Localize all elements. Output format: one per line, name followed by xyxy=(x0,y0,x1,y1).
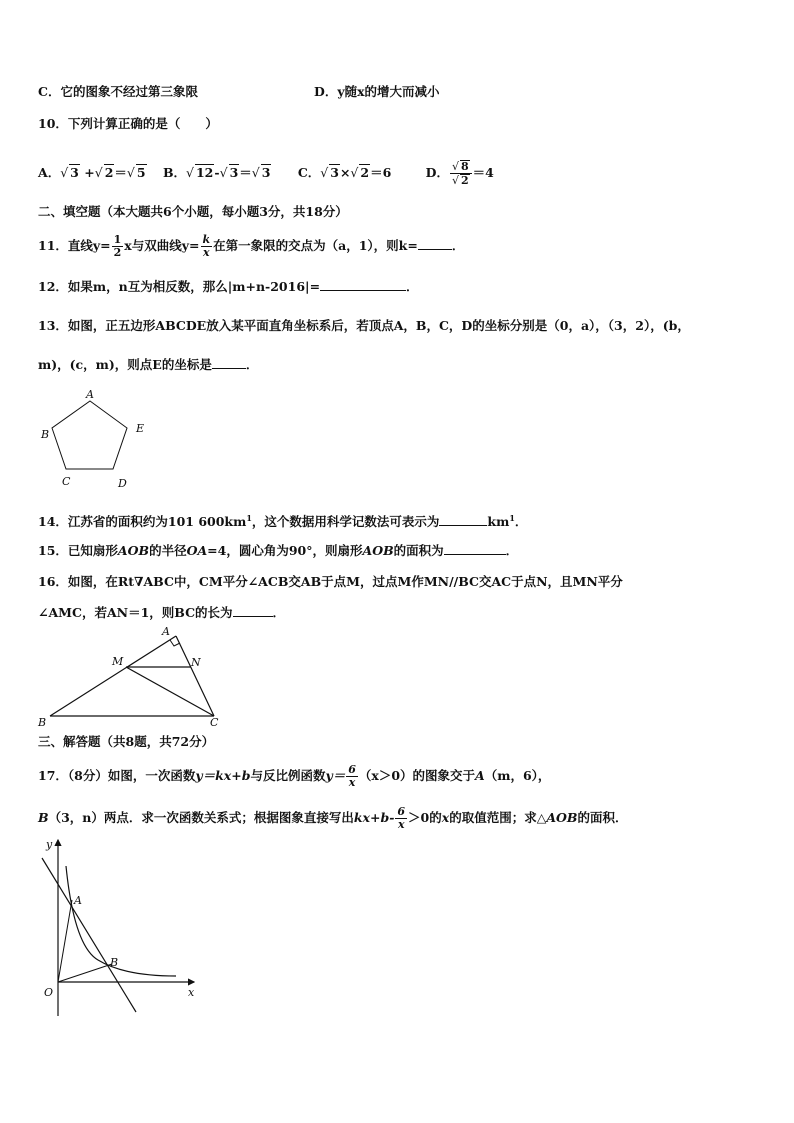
q14-unit: km xyxy=(487,514,510,530)
q16-answer-blank[interactable] xyxy=(233,604,273,617)
q17-pre: 17．（8分）如图，一次函数 xyxy=(38,768,196,783)
q17-aob: AOB xyxy=(546,810,578,825)
graph-label-a: A xyxy=(74,894,82,907)
q11-mid: x与双曲线y= xyxy=(124,238,200,253)
triangle-label-n: N xyxy=(191,656,201,669)
q16-line1: 16．如图，在Rt∇ABC中，CM平分∠ACB交AB于点M，过点M作MN//BC交AC于点N，且MN平分 xyxy=(38,574,623,589)
q12-pre: 12．如果m，n互为相反数，那么|m+n-2016|= xyxy=(38,279,321,294)
triangle-side-ac xyxy=(176,636,214,716)
q17-point-a-coord: （m，6）， xyxy=(484,768,551,783)
q10-a-label: A． xyxy=(38,165,61,180)
q12-end: ． xyxy=(406,279,419,294)
triangle-figure xyxy=(36,625,236,729)
q10-a-plus: + xyxy=(84,165,95,180)
q10-b-eq: ＝ xyxy=(239,165,252,180)
q17-num2: 6 xyxy=(397,805,406,818)
q11-num2: k xyxy=(202,233,211,246)
segment-ob xyxy=(58,964,112,982)
q11-frac1 xyxy=(112,234,124,259)
q17-linear-func: y＝kx+b xyxy=(195,768,251,783)
q13-end: ． xyxy=(245,357,259,372)
q15-mid2: =4，圆心角为90°，则扇形 xyxy=(207,543,363,558)
q15-oa: OA xyxy=(186,543,208,558)
q10-a-radicand3: 5 xyxy=(136,165,146,180)
q17-frac xyxy=(346,764,358,789)
triangle-side-ba xyxy=(50,636,176,716)
section-fill-blank-heading: 二、填空题（本大题共6个小题，每小题3分，共18分） xyxy=(38,204,348,219)
graph-label-o: O xyxy=(44,986,54,999)
q14-end: ． xyxy=(514,514,528,530)
graph-label-x: x xyxy=(188,986,195,999)
segment-oa xyxy=(58,900,72,982)
q17-line2-a: （3，n）两点．求一次函数关系式；根据图象直接写出 xyxy=(48,810,354,825)
q15 xyxy=(38,542,518,559)
q10-d-eq: ＝4 xyxy=(472,165,494,180)
q15-answer-blank[interactable] xyxy=(444,542,506,555)
q15-pre: 15．已知扇形 xyxy=(38,543,118,558)
graph-label-b: B xyxy=(110,956,119,969)
graph-label-y: y xyxy=(46,838,53,851)
pentagon-label-a: A xyxy=(86,388,94,401)
segment-cm xyxy=(126,667,214,716)
q14-sup2: 1 xyxy=(509,513,515,523)
q10-stem: 10．下列计算正确的是（ ） xyxy=(38,116,218,131)
q10-c-radicand2: 2 xyxy=(360,165,370,180)
q10-c-eq: ＝6 xyxy=(370,165,392,180)
q11-answer-blank[interactable] xyxy=(418,237,452,250)
q17-x-var: x xyxy=(441,810,450,825)
q10-b-radicand3: 3 xyxy=(261,165,271,180)
q14-pre: 14．江苏省的面积约为101 600km xyxy=(38,514,247,530)
q15-aob2: AOB xyxy=(362,543,394,558)
q11-pre: 11．直线y= xyxy=(38,238,111,253)
q14-answer-blank[interactable] xyxy=(439,513,487,526)
pentagon-label-b: B xyxy=(41,428,50,441)
triangle-label-a: A xyxy=(162,625,170,638)
q17-point-a: A xyxy=(475,768,485,783)
q10-a-eq: ＝ xyxy=(114,165,127,180)
q14-mid: ，这个数据用科学记数法可表示为 xyxy=(251,514,440,530)
q10-b-radicand2: 3 xyxy=(229,165,239,180)
q10-options: A．√ 3 +√ 2＝√ 5 B．√ 12-√ 3＝√ 3 C．√ 3×√ 2＝6 D． $\frac{√ 8}{√ 2}$ ＝4 xyxy=(38,160,494,187)
q10-b-minus: - xyxy=(214,165,220,180)
q13-line2 xyxy=(38,356,258,373)
pentagon-label-d: D xyxy=(118,477,127,490)
q16-line2 xyxy=(38,604,285,621)
q16-line2-text: ∠AMC，若AN＝1，则BC的长为 xyxy=(38,605,233,620)
linear-function-line xyxy=(42,858,136,1012)
hyperbola-curve xyxy=(66,866,176,976)
q9-option-d: D．y随x的增大而减小 xyxy=(314,84,440,99)
q17-den: x xyxy=(348,776,356,789)
q10-c-times: × xyxy=(339,165,351,180)
q10-c-radicand1: 3 xyxy=(330,165,339,180)
q11-frac2 xyxy=(201,234,213,259)
q15-mid1: 的半径 xyxy=(149,543,187,558)
q17-inverse-func: y＝ xyxy=(325,768,346,783)
function-graph-figure xyxy=(36,836,206,1026)
q10-d-label: D． xyxy=(425,165,449,180)
q9-option-c: C．它的图象不经过第三象限 xyxy=(38,84,198,99)
q12-answer-blank[interactable] xyxy=(320,278,406,291)
q11-den1: 2 xyxy=(113,246,122,259)
q10-a-radicand2: 2 xyxy=(104,165,114,180)
q17-cond: （x＞0）的图象交于 xyxy=(358,768,476,783)
pentagon-label-c: C xyxy=(62,475,71,488)
q17-num: 6 xyxy=(348,763,356,776)
q11-end: ． xyxy=(451,238,465,253)
q11-den2: x xyxy=(203,246,210,259)
q15-end: ． xyxy=(505,543,519,558)
q11-post: 在第一象限的交点为（a，1），则k= xyxy=(213,238,418,253)
q14 xyxy=(38,510,527,530)
q17-line2-b: ＞0的 xyxy=(408,810,442,825)
pentagon-figure xyxy=(36,384,156,496)
triangle-label-m: M xyxy=(112,655,124,668)
q17-line1 xyxy=(38,764,550,789)
q17-mid: 与反比例函数 xyxy=(250,768,326,783)
q17-line2-c: 的取值范围；求△ xyxy=(449,810,547,825)
q10-b-label: B． xyxy=(162,165,187,180)
q10-d-fraction: $\frac{√ 8}{√ 2}$ xyxy=(450,160,472,187)
q10-d-den: 2 xyxy=(461,174,469,187)
q10-b-radicand1: 12 xyxy=(195,165,214,180)
q15-mid3: 的面积为 xyxy=(393,543,444,558)
triangle-label-c: C xyxy=(210,716,219,729)
pentagon-label-e: E xyxy=(136,422,145,435)
q10-a-radicand1: 3 xyxy=(70,165,79,180)
q17-inequality: kx+b- xyxy=(353,810,395,825)
q13-line1: 13．如图，正五边形ABCDE放入某平面直角坐标系后，若顶点A，B，C，D的坐标分别是（0，a），（3，2），(b， xyxy=(38,318,690,333)
q10-d-num: 8 xyxy=(461,160,469,173)
q13-line2-text: m)，(c，m)，则点E的坐标是 xyxy=(38,357,212,372)
q15-aob: AOB xyxy=(117,543,150,558)
triangle-label-b: B xyxy=(38,716,47,729)
q17-line2 xyxy=(38,806,628,831)
q17-den2: x xyxy=(397,818,405,831)
q16-end: ． xyxy=(272,605,286,620)
q11 xyxy=(38,234,464,259)
q17-frac2 xyxy=(395,806,407,831)
q17-line2-d: 的面积． xyxy=(577,810,628,825)
section-solve-heading: 三、解答题（共8题，共72分） xyxy=(38,734,215,749)
q10-c-label: C． xyxy=(297,165,321,180)
pentagon-shape xyxy=(52,401,127,469)
q14-sup1: 1 xyxy=(246,513,252,523)
q17-point-b: B xyxy=(38,810,49,825)
q12 xyxy=(38,278,419,295)
q11-num1: 1 xyxy=(113,233,122,246)
q13-answer-blank[interactable] xyxy=(212,356,246,369)
